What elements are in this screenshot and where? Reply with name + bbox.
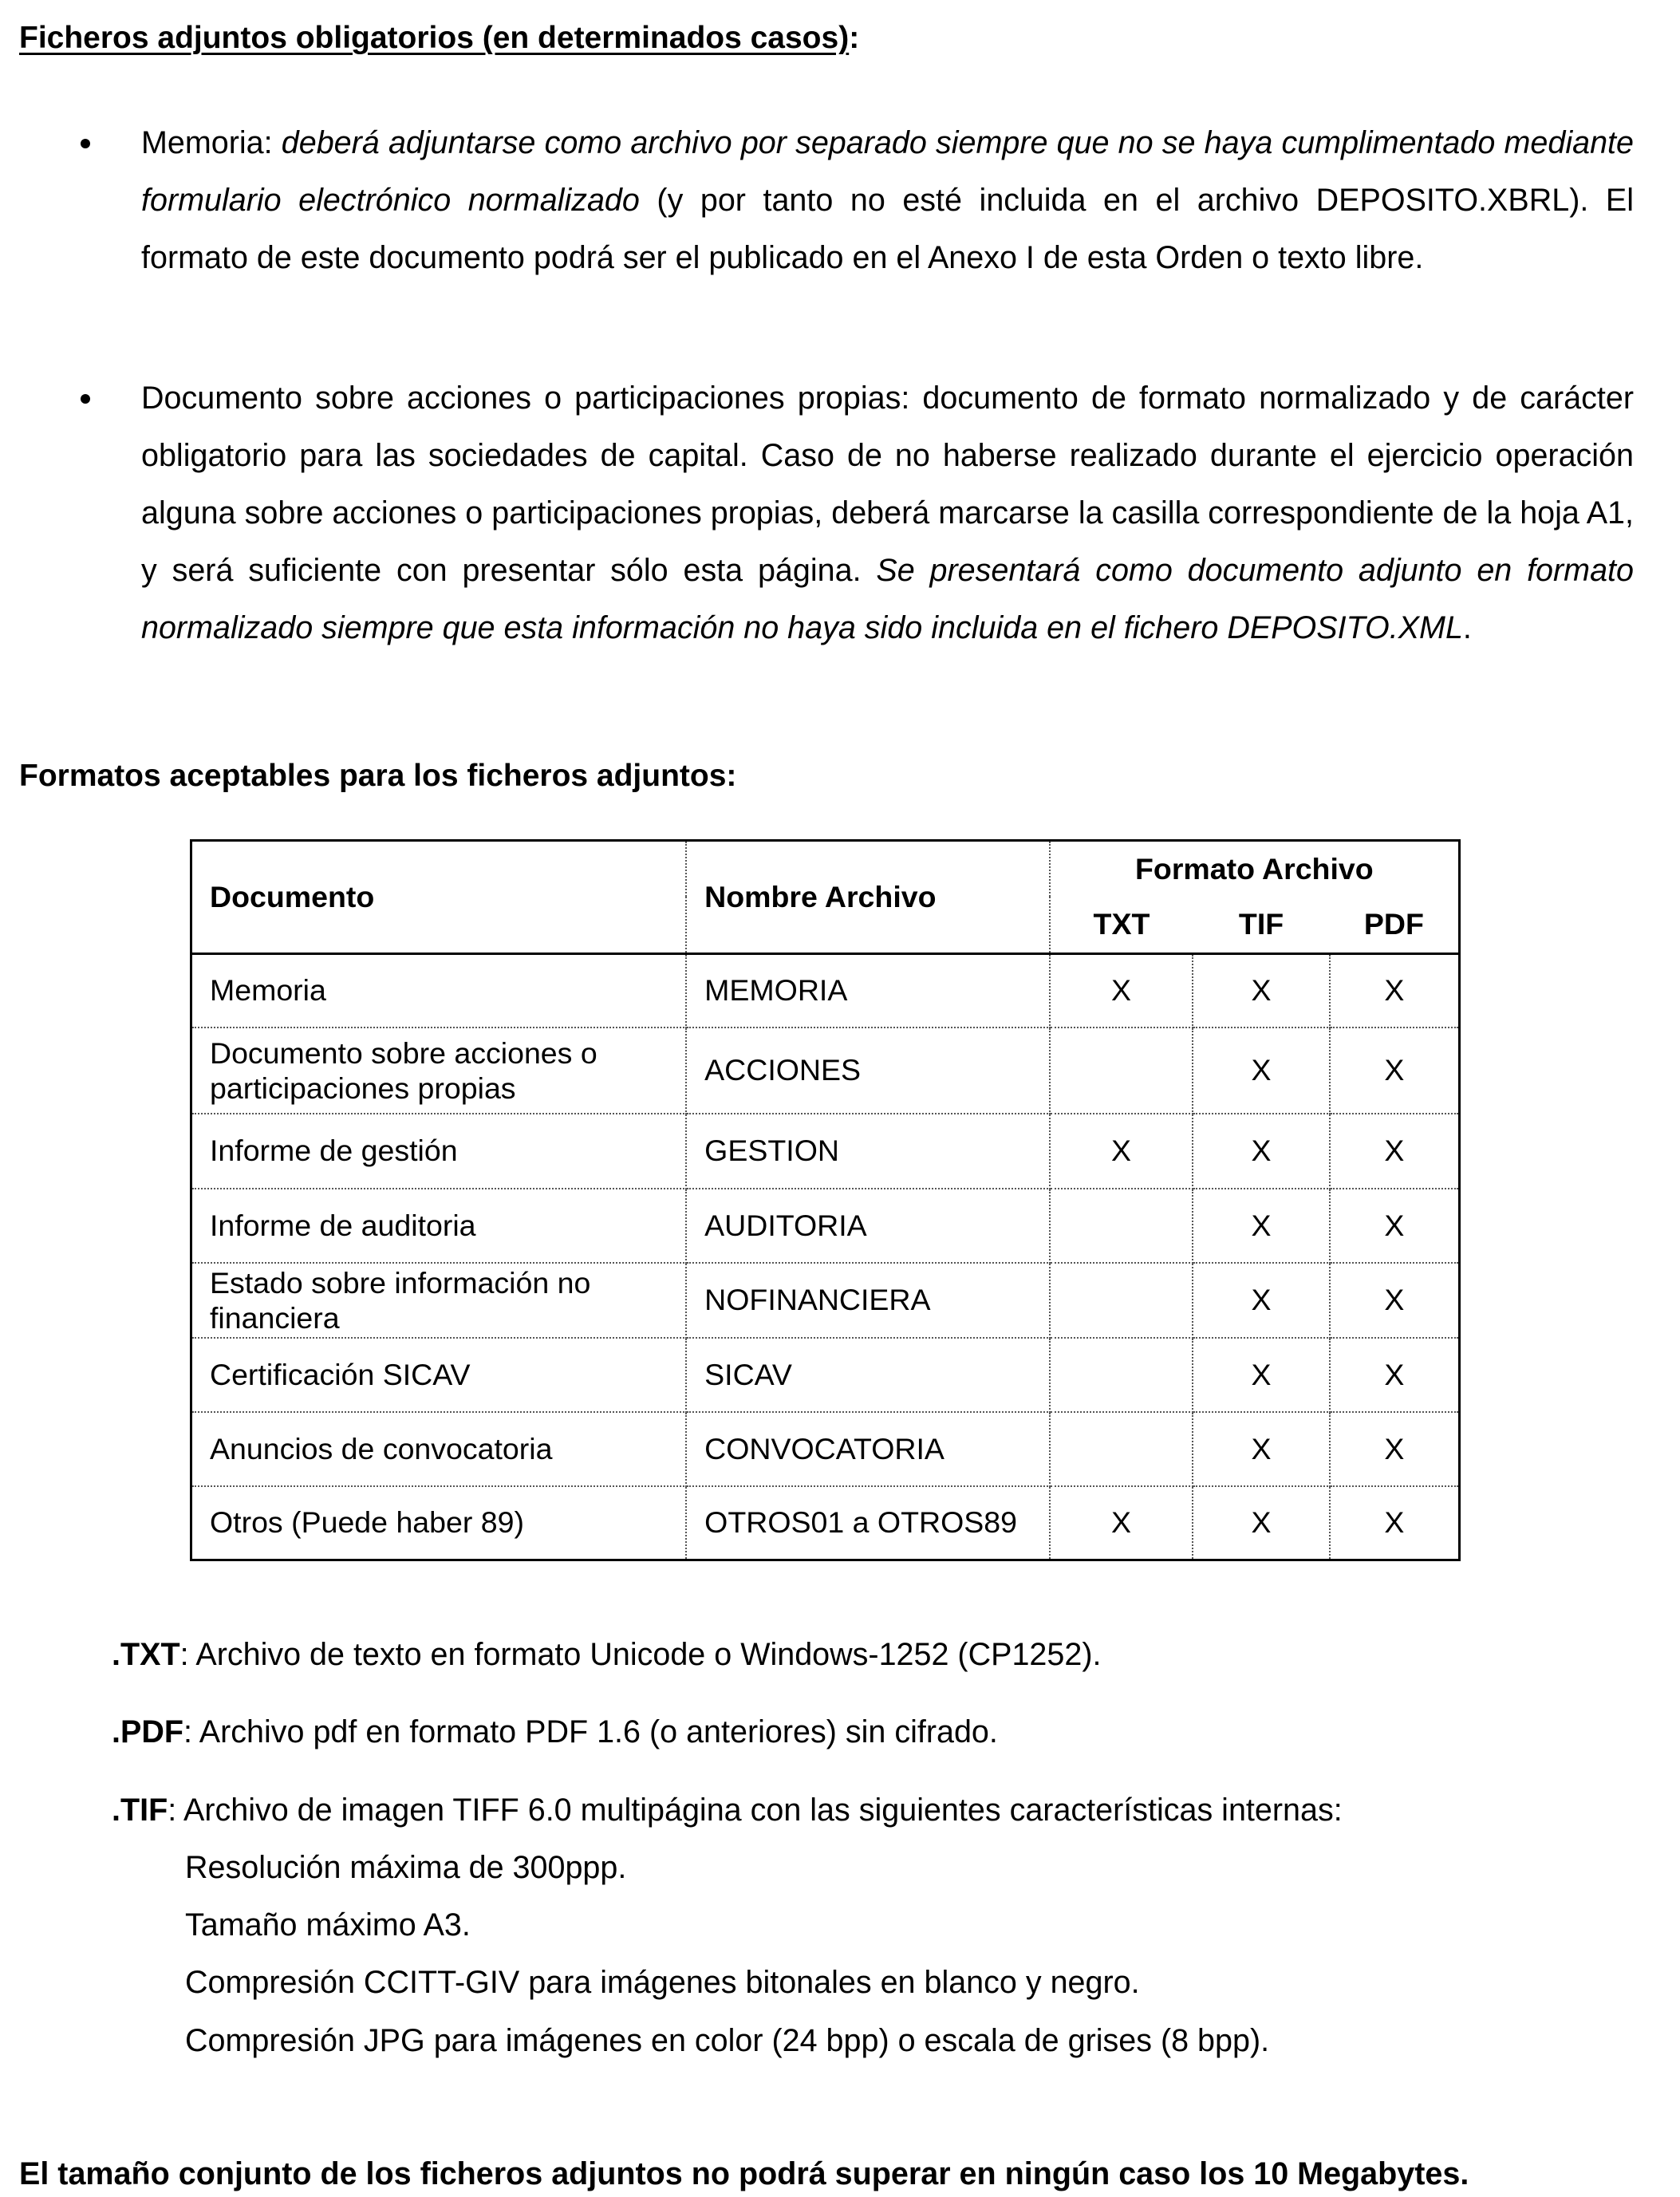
bullet-memoria-label: Memoria: <box>141 125 282 160</box>
cell-pdf: X <box>1330 1338 1460 1412</box>
cell-document-line1: Documento sobre acciones o <box>210 1035 597 1070</box>
table-row <box>191 1263 1460 1338</box>
cell-document: Informe de auditoria <box>191 1189 687 1263</box>
header-pdf: PDF <box>1330 897 1460 954</box>
cell-tif: X <box>1193 1189 1330 1263</box>
heading-acceptable-formats: Formatos aceptables para los ficheros adjuntos: <box>19 759 737 793</box>
cell-tif: X <box>1193 954 1330 1028</box>
definition-text: : Archivo de imagen TIFF 6.0 multipágina con las siguientes características internas: <box>168 1793 1343 1828</box>
definition-text: : Archivo pdf en formato PDF 1.6 (o anteriores) sin cifrado. <box>183 1714 998 1749</box>
cell-filename: SICAV <box>686 1338 1050 1412</box>
cell-document: Memoria <box>191 954 687 1028</box>
cell-filename: OTROS01 a OTROS89 <box>686 1486 1050 1560</box>
cell-txt <box>1050 1412 1193 1486</box>
bullet-acciones-text: Documento sobre acciones o participaciones propias: documento de formato normalizado y de carácter obligatorio para las sociedades de capital. Caso de no haberse realizado durante el ejercicio operación alguna sobre acciones o participaciones propias, deberá marcarse la casilla correspondiente de la hoja A1, y será suficiente con presentar sólo esta página. <box>141 381 1634 588</box>
header-tif: TIF <box>1193 897 1330 954</box>
definition-txt <box>112 1637 1101 1673</box>
cell-tif: X <box>1193 1412 1330 1486</box>
cell-filename: NOFINANCIERA <box>686 1263 1050 1338</box>
bullet-dot-icon <box>81 139 90 148</box>
size-limit-note: El tamaño conjunto de los ficheros adjuntos no podrá superar en ningún caso los 10 Megabytes. <box>19 2156 1469 2191</box>
heading-required-attachments <box>19 21 859 56</box>
cell-document: Otros (Puede haber 89) <box>191 1486 687 1560</box>
bullet-memoria <box>141 114 1634 286</box>
cell-txt <box>1050 1263 1193 1338</box>
definition-tif <box>112 1793 1343 1828</box>
cell-pdf: X <box>1330 1263 1460 1338</box>
tif-spec-item: Tamaño máximo A3. <box>185 1907 471 1943</box>
cell-document-line2: financiera <box>210 1300 340 1335</box>
table-row <box>191 1338 1460 1412</box>
cell-document <box>191 1263 687 1338</box>
cell-pdf: X <box>1330 1028 1460 1114</box>
cell-pdf: X <box>1330 1412 1460 1486</box>
table-row <box>191 1114 1460 1189</box>
bullet-acciones <box>141 369 1634 657</box>
cell-txt <box>1050 1028 1193 1114</box>
cell-tif: X <box>1193 1114 1330 1189</box>
tif-spec-item: Compresión JPG para imágenes en color (24 bpp) o escala de grises (8 bpp). <box>185 2023 1270 2058</box>
cell-tif: X <box>1193 1486 1330 1560</box>
cell-pdf: X <box>1330 954 1460 1028</box>
cell-filename: AUDITORIA <box>686 1189 1050 1263</box>
cell-document: Informe de gestión <box>191 1114 687 1189</box>
cell-txt <box>1050 1338 1193 1412</box>
header-nombre-archivo: Nombre Archivo <box>686 841 1050 954</box>
definition-ext: .PDF <box>112 1714 183 1749</box>
bullet-acciones-italic: Se presentará como documento adjunto en formato normalizado siempre que esta información no haya sido incluida en el fichero DEPOSITO.XML <box>141 553 1634 645</box>
table-row <box>191 1486 1460 1560</box>
bullet-memoria-italic: deberá adjuntarse como archivo por separado siempre que no se haya cumplimentado mediante formulario electrónico normalizado <box>141 125 1634 218</box>
cell-txt: X <box>1050 1114 1193 1189</box>
cell-document <box>191 1028 687 1114</box>
definition-ext: .TXT <box>112 1637 180 1672</box>
heading-colon: : <box>849 21 860 55</box>
table-row <box>191 1189 1460 1263</box>
cell-filename: ACCIONES <box>686 1028 1050 1114</box>
cell-txt: X <box>1050 1486 1193 1560</box>
cell-tif: X <box>1193 1338 1330 1412</box>
cell-document-line2: participaciones propias <box>210 1071 516 1105</box>
bullet-memoria-rest: (y por tanto no esté incluida en el archivo DEPOSITO.XBRL). El formato de este documento podrá ser el publicado en el Anexo I de esta Orden o texto libre. <box>141 183 1634 275</box>
definition-pdf <box>112 1714 998 1750</box>
header-documento: Documento <box>191 841 687 954</box>
table-header-row <box>191 841 1460 897</box>
cell-document: Certificación SICAV <box>191 1338 687 1412</box>
formats-table <box>190 839 1461 1561</box>
definition-ext: .TIF <box>112 1793 168 1828</box>
bullet-acciones-end: . <box>1462 610 1472 645</box>
table-row <box>191 1412 1460 1486</box>
cell-document: Anuncios de convocatoria <box>191 1412 687 1486</box>
cell-filename: MEMORIA <box>686 954 1050 1028</box>
table-row <box>191 1028 1460 1114</box>
cell-pdf: X <box>1330 1486 1460 1560</box>
heading-required-attachments-text: Ficheros adjuntos obligatorios (en determinados casos) <box>19 21 850 55</box>
header-txt: TXT <box>1050 897 1193 954</box>
table-row <box>191 954 1460 1028</box>
cell-filename: CONVOCATORIA <box>686 1412 1050 1486</box>
cell-pdf: X <box>1330 1189 1460 1263</box>
tif-spec-item: Compresión CCITT-GIV para imágenes bitonales en blanco y negro. <box>185 1965 1140 2000</box>
cell-tif: X <box>1193 1263 1330 1338</box>
cell-document-line1: Estado sobre información no <box>210 1265 591 1300</box>
cell-pdf: X <box>1330 1114 1460 1189</box>
cell-txt: X <box>1050 954 1193 1028</box>
cell-filename: GESTION <box>686 1114 1050 1189</box>
cell-txt <box>1050 1189 1193 1263</box>
definition-text: : Archivo de texto en formato Unicode o Windows-1252 (CP1252). <box>179 1637 1102 1672</box>
tif-spec-item: Resolución máxima de 300ppp. <box>185 1850 627 1885</box>
bullet-dot-icon <box>81 394 90 404</box>
header-formato-archivo: Formato Archivo <box>1050 841 1460 897</box>
cell-tif: X <box>1193 1028 1330 1114</box>
